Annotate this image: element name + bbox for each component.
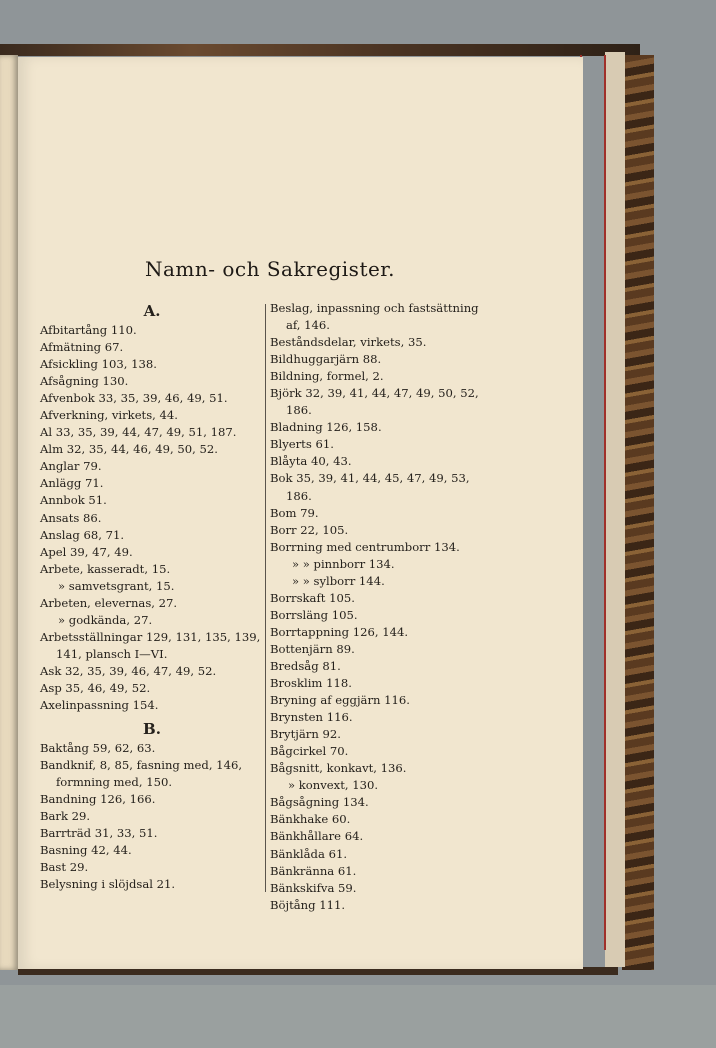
index-entry: Bågsnitt, konkavt, 136.	[270, 761, 407, 776]
index-entry: Bladning 126, 158.	[270, 420, 382, 435]
index-entry: Borrning med centrumborr 134.	[270, 539, 460, 554]
index-entry: Afbitartång 110.	[40, 323, 137, 337]
index-entry: Bok 35, 39, 41, 44, 45, 47, 49, 53, 186.	[270, 471, 470, 503]
index-entry: Bänkhållare 64.	[270, 829, 364, 844]
left-page-edge	[0, 55, 18, 970]
index-entry: Bildhuggarjärn 88.	[270, 352, 382, 367]
index-entry: Beståndsdelar, virkets, 35.	[270, 335, 427, 350]
index-entry: Bågsågning 134.	[270, 795, 369, 810]
index-entry: Böjtång 111.	[270, 897, 346, 912]
book-top-edge	[0, 44, 640, 56]
index-entry: Bänkränna 61.	[270, 863, 357, 878]
index-column-right	[270, 300, 492, 914]
index-entry: » godkända, 27.	[58, 612, 153, 627]
index-entry: Brytjärn 92.	[270, 727, 341, 742]
index-entry: Axelinpassning 154.	[40, 698, 159, 713]
index-entry: Bänkskifva 59.	[270, 880, 357, 895]
index-entry: Bom 79.	[270, 505, 319, 520]
index-entry: » konvext, 130.	[288, 778, 379, 793]
book-board-edge	[605, 52, 625, 967]
index-entry: Afmätning 67.	[40, 340, 124, 355]
index-entry: Beslag, inpassning och fastsättning af, 146.	[270, 301, 479, 333]
index-entry: Alm 32, 35, 44, 46, 49, 50, 52.	[40, 442, 218, 457]
index-entry: Borrsläng 105.	[270, 607, 358, 622]
index-entry: Borrskaft 105.	[270, 590, 355, 605]
index-entry: Bredsåg 81.	[270, 658, 341, 673]
index-entry: Björk 32, 39, 41, 44, 47, 49, 50, 52, 186.	[270, 386, 479, 418]
index-entry: Bottenjärn 89.	[270, 641, 355, 656]
index-entry: Bast 29.	[40, 860, 89, 875]
index-entry: Barrträd 31, 33, 51.	[40, 826, 158, 841]
index-entry: Apel 39, 47, 49.	[40, 544, 133, 559]
index-entry: Arbete, kasseradt, 15.	[40, 561, 171, 576]
index-entry: » » pinnborr 134.	[292, 556, 395, 571]
background-surface	[0, 985, 716, 1048]
index-entry: Bänklåda 61.	[270, 846, 348, 861]
index-entry: Afsågning 130.	[40, 374, 129, 389]
index-entry: Brynsten 116.	[270, 710, 353, 725]
index-entry: » » sylborr 144.	[292, 573, 385, 588]
index-entry: Anglar 79.	[40, 459, 102, 474]
index-entry: Al 33, 35, 39, 44, 47, 49, 51, 187.	[40, 425, 237, 440]
index-entry: Bandning 126, 166.	[40, 792, 156, 807]
index-entry: Anslag 68, 71.	[40, 527, 125, 542]
index-entry: Afvenbok 33, 35, 39, 46, 49, 51.	[40, 391, 228, 406]
index-entry: Bågcirkel 70.	[270, 744, 349, 759]
index-entry: » samvetsgrant, 15.	[58, 578, 175, 593]
column-divider	[265, 304, 266, 892]
section-heading-b: B.	[143, 720, 161, 739]
index-entry: Annbok 51.	[40, 493, 107, 508]
section-heading-a: A.	[143, 302, 161, 320]
index-entry: Afverkning, virkets, 44.	[40, 408, 178, 423]
index-entry: Asp 35, 46, 49, 52.	[40, 680, 151, 695]
index-entry: Belysning i slöjdsal 21.	[40, 877, 176, 892]
index-entry: Ansats 86.	[40, 510, 102, 525]
page-edge-red-2	[604, 55, 606, 950]
index-entry: Arbetsställningar 129, 131, 135, 139, 141, plansch I—VI.	[40, 629, 261, 661]
index-entry: Bark 29.	[40, 809, 91, 824]
index-entry: Arbeten, elevernas, 27.	[40, 595, 178, 610]
index-entry: Anlägg 71.	[40, 476, 104, 491]
index-entry: Borrtappning 126, 144.	[270, 624, 409, 639]
index-entry: Bandknif, 8, 85, fasning med, 146, formning med, 150.	[40, 758, 243, 790]
index-column-left	[40, 300, 264, 894]
index-entry: Bildning, formel, 2.	[270, 369, 384, 384]
index-entry: Bänkhake 60.	[270, 812, 351, 827]
index-entry: Afsickling 103, 138.	[40, 357, 157, 372]
index-entry: Blyerts 61.	[270, 437, 334, 452]
index-entry: Basning 42, 44.	[40, 843, 132, 858]
index-entry: Borr 22, 105.	[270, 522, 349, 537]
index-entry: Bryning af eggjärn 116.	[270, 693, 410, 708]
index-entry: Blåyta 40, 43.	[270, 454, 352, 469]
index-entry: Ask 32, 35, 39, 46, 47, 49, 52.	[40, 663, 217, 678]
book-cover-marbled	[622, 55, 654, 970]
index-entry: Baktång 59, 62, 63.	[40, 741, 156, 756]
page-title: Namn- och Sakregister.	[144, 257, 396, 281]
index-entry: Brosklim 118.	[270, 676, 352, 691]
